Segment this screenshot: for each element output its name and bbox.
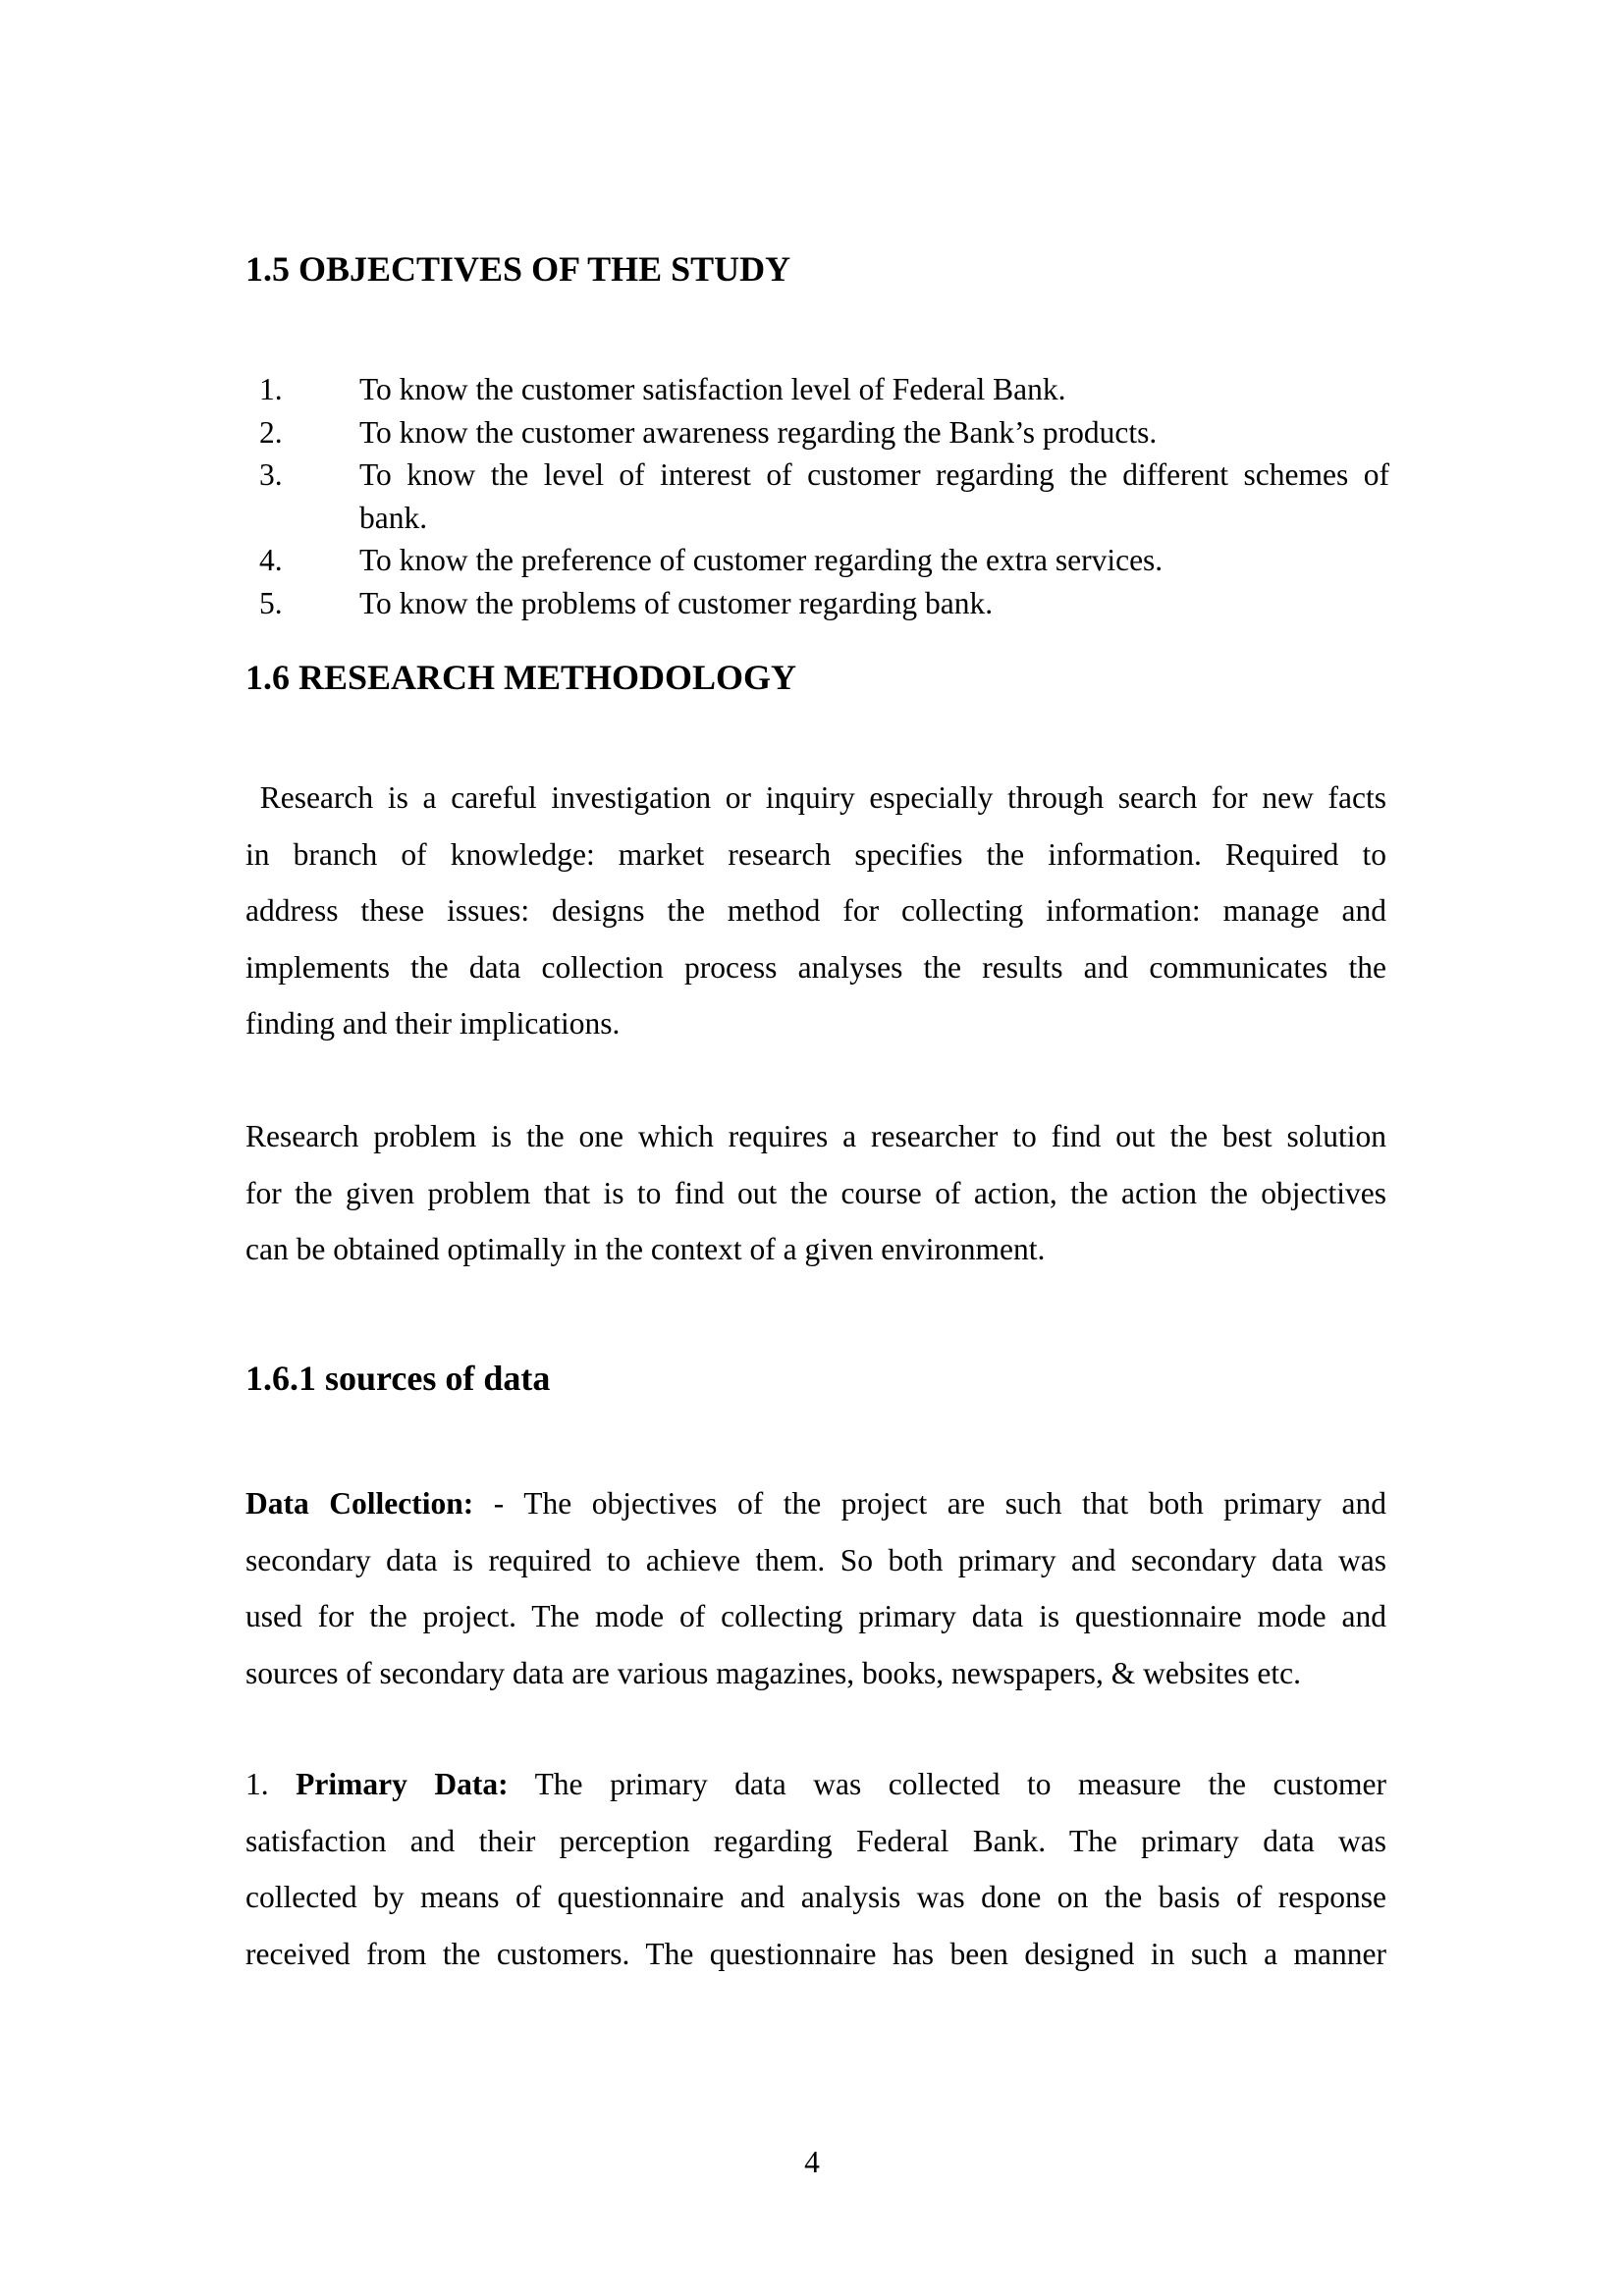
list-item — [245, 368, 1389, 411]
list-text: bank. — [359, 500, 428, 535]
text-line: implements the data collection process analyses the results and communicates the — [245, 949, 1386, 985]
list-number: 1. — [259, 372, 283, 406]
text-line: can be obtained optimally in the context of a given environment. — [245, 1232, 1046, 1267]
list-number: 3. — [259, 457, 283, 492]
text-line: address these issues: designs the method for collecting information: manage and — [245, 893, 1386, 929]
text-line: sources of secondary data are various magazines, books, newspapers, & websites etc. — [245, 1655, 1302, 1690]
paragraph-research-problem — [245, 1108, 1386, 1278]
list-number: 4. — [259, 543, 283, 577]
list-item — [245, 582, 1389, 625]
text-line: in branch of knowledge: market research specifies the information. Required to — [245, 836, 1386, 872]
text-line: for the given problem that is to find out the course of action, the action the objectives — [245, 1175, 1386, 1210]
paragraph-primary-data — [245, 1756, 1386, 1982]
text-line: finding and their implications. — [245, 1006, 621, 1041]
text-line: received from the customers. The questionnaire has been designed in such a manner — [245, 1936, 1386, 1971]
list-item — [245, 454, 1389, 497]
list-item — [245, 411, 1389, 454]
list-number: 2. — [259, 414, 283, 450]
text-line: collected by means of questionnaire and analysis was done on the basis of response — [245, 1880, 1386, 1915]
list-text: To know the preference of customer regarding the extra services. — [359, 543, 1164, 577]
heading-sources-of-data: 1.6.1 sources of data — [245, 1359, 551, 1398]
text-line — [245, 1756, 1386, 1813]
list-item — [245, 539, 1389, 582]
paragraph-research-definition — [245, 770, 1386, 1052]
data-collection-label: Data Collection: — [245, 1486, 474, 1521]
text-line: Research problem is the one which requires a researcher to find out the best solution — [245, 1119, 1386, 1153]
list-text: To know the level of interest of customer regarding the different schemes of — [359, 457, 1389, 492]
text-line: Research is a careful investigation or inquiry especially through search for new facts — [245, 780, 1386, 815]
list-item-continuation — [245, 497, 1389, 540]
list-number: 5. — [259, 585, 283, 620]
primary-data-label: Primary Data: — [296, 1767, 509, 1801]
paragraph-data-collection — [245, 1475, 1386, 1701]
heading-research-methodology: 1.6 RESEARCH METHODOLOGY — [245, 658, 797, 697]
text-line: used for the project. The mode of collecting primary data is questionnaire mode and — [245, 1599, 1386, 1634]
text-line: satisfaction and their perception regarding Federal Bank. The primary data was — [245, 1823, 1386, 1858]
item-number: 1. — [245, 1767, 297, 1801]
list-text: To know the customer satisfaction level of Federal Bank. — [359, 372, 1066, 406]
list-text: To know the problems of customer regarding bank. — [359, 585, 994, 620]
list-text: To know the customer awareness regarding the Bank’s products. — [359, 414, 1158, 450]
text-line: secondary data is required to achieve them. So both primary and secondary data was — [245, 1542, 1386, 1577]
text-run: The primary data was collected to measure the customer — [508, 1767, 1386, 1801]
text-line — [245, 1475, 1386, 1532]
text-run: - The objectives of the project are such that both primary and — [473, 1486, 1386, 1521]
heading-objectives: 1.5 OBJECTIVES OF THE STUDY — [245, 249, 791, 289]
page-number: 4 — [804, 2145, 820, 2179]
